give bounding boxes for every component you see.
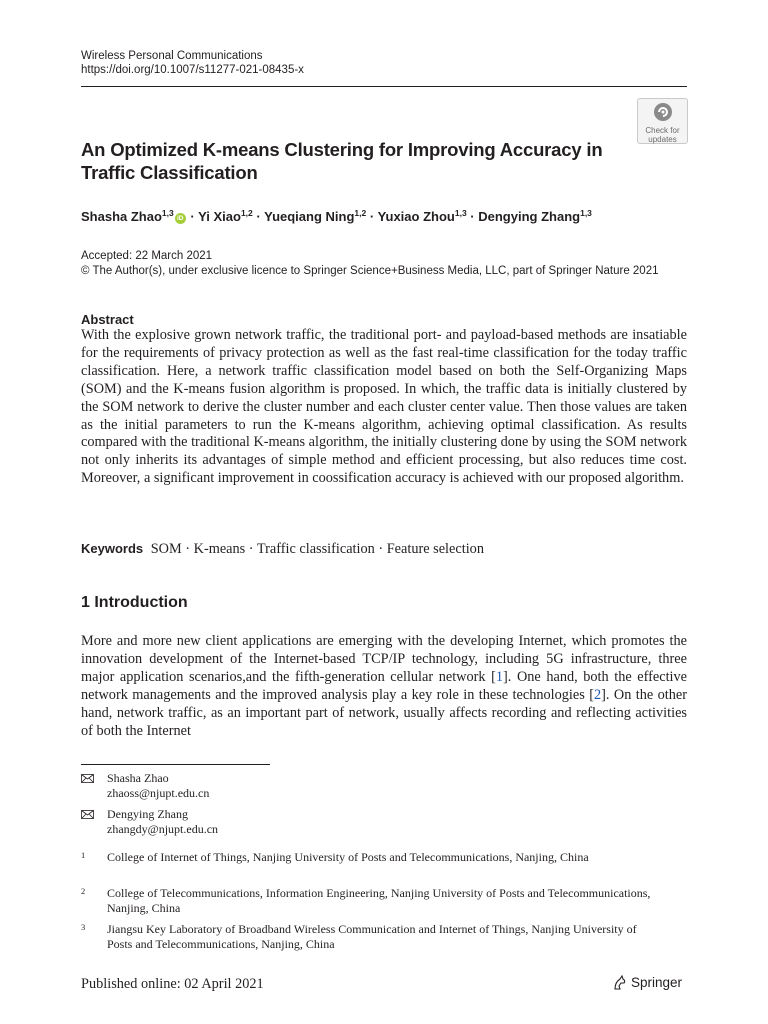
author-name[interactable]: Yi Xiao xyxy=(198,209,241,224)
affiliation-item xyxy=(81,886,651,915)
author-list xyxy=(81,208,592,224)
correspondence-email[interactable]: zhangdy@njupt.edu.cn xyxy=(107,821,219,836)
author-name[interactable]: Yuxiao Zhou xyxy=(377,209,455,224)
affiliation-number: 1 xyxy=(81,850,86,860)
author-separator: · xyxy=(366,209,378,224)
affiliation-text: College of Telecommunications, Information Engineering, Nanjing University of Posts and Telecommunications, Nanjing, China xyxy=(107,886,651,915)
introduction-text xyxy=(81,633,687,740)
author-separator: · xyxy=(466,209,479,224)
publisher-logo[interactable] xyxy=(613,975,682,990)
affiliation-text: Jiangsu Key Laboratory of Broadband Wireless Communication and Internet of Things, Nanjing University of Posts and Telecommunications, Nanjing, China xyxy=(107,922,637,951)
check-updates-line-2: updates xyxy=(648,134,677,144)
orcid-icon[interactable]: iD xyxy=(175,213,186,224)
springer-horse-icon xyxy=(613,975,627,990)
section-heading-introduction: 1 Introduction xyxy=(81,594,188,611)
correspondence-email[interactable]: zhaoss@njupt.edu.cn xyxy=(107,785,210,800)
doi-link[interactable]: https://doi.org/10.1007/s11277-021-08435-x xyxy=(81,64,304,76)
author-name[interactable]: Yueqiang Ning xyxy=(264,209,355,224)
author-affiliation: 1,2 xyxy=(240,208,253,218)
copyright-notice: © The Author(s), under exclusive licence to Springer Science+Business Media, LLC, part of Springer Nature 2021 xyxy=(81,265,659,277)
publication-history xyxy=(81,249,659,279)
journal-name: Wireless Personal Communications xyxy=(81,50,263,62)
footnote-rule xyxy=(81,764,270,765)
author-affiliation: 1,3 xyxy=(161,208,174,218)
keywords xyxy=(81,541,484,558)
envelope-icon xyxy=(81,774,94,783)
intro-text-part: More and more new client applications are emerging with the developing Internet, which promotes the innovation development of the Internet-based TCP/IP technology, including 5G infrastructure, three major application scenarios,and the fifth-generation cellular network [ xyxy=(81,633,687,685)
citation-link[interactable]: 1 xyxy=(495,668,504,685)
author-affiliation: 1,3 xyxy=(580,208,592,218)
check-for-updates-badge[interactable] xyxy=(637,98,688,144)
article-title: An Optimized K-means Clustering for Improving Accuracy in Traffic Classification xyxy=(81,139,603,183)
journal-header xyxy=(81,49,304,77)
published-date: Published online: 02 April 2021 xyxy=(81,976,264,992)
author-separator: · xyxy=(252,209,265,224)
keywords-text: SOM · K-means · Traffic classification · Feature selection xyxy=(150,541,484,557)
affiliation-item xyxy=(81,850,651,865)
author-name[interactable]: Dengying Zhang xyxy=(478,209,581,224)
correspondence-name: Dengying Zhang xyxy=(107,807,188,821)
keywords-label: Keywords xyxy=(81,541,144,556)
affiliation-number: 2 xyxy=(81,886,86,896)
header-rule xyxy=(81,86,687,87)
publisher-name: Springer xyxy=(631,975,683,990)
affiliation-number: 3 xyxy=(81,922,86,932)
correspondence-name: Shasha Zhao xyxy=(107,771,169,785)
author-name[interactable]: Shasha Zhao xyxy=(81,209,162,224)
author-affiliation: 1,3 xyxy=(454,208,467,218)
intro-text-part: ]. On the other hand, network traffic, as an important part of network, usually affects recording and reflecting activities of both the Internet xyxy=(81,686,687,739)
intro-text-part: ]. One hand, both the effective network managements and the improved analysis play a key role in these technologies [ xyxy=(81,668,688,703)
citation-link[interactable]: 2 xyxy=(593,686,602,703)
affiliation-text: College of Internet of Things, Nanjing University of Posts and Telecommunications, Nanjing, China xyxy=(107,850,589,864)
abstract-heading: Abstract xyxy=(81,312,134,327)
accepted-date: Accepted: 22 March 2021 xyxy=(81,250,213,262)
author-separator: · xyxy=(186,209,199,224)
affiliation-item xyxy=(81,922,651,951)
author-affiliation: 1,2 xyxy=(354,208,367,218)
check-updates-icon xyxy=(653,102,673,122)
envelope-icon xyxy=(81,810,94,819)
check-updates-line-1: Check for xyxy=(645,126,680,135)
abstract-text: With the explosive grown network traffic, the traditional port- and payload-based methods are insatiable for the requirements of privacy protection as well as the fast real-time classification for the today traffic classification. Here, a network traffic classification model based on both the Self-Organizing Maps (SOM) and the K-means fusion algorithm is proposed. In which, the traffic data is initially clustered by the SOM network to derive the cluster number and each cluster center value. Then those values are taken as the initial parameters to run the K-means algorithm, achieving optimal classification. As results compared with the traditional K-means algorithm, the initially clustering done by using the SOM network not only inherits its advantages of simple method and efficient processing, but also reduces time cost. Moreover, a significant improvement in coossification accuracy is achieved with our proposed algorithm. xyxy=(81,327,687,487)
